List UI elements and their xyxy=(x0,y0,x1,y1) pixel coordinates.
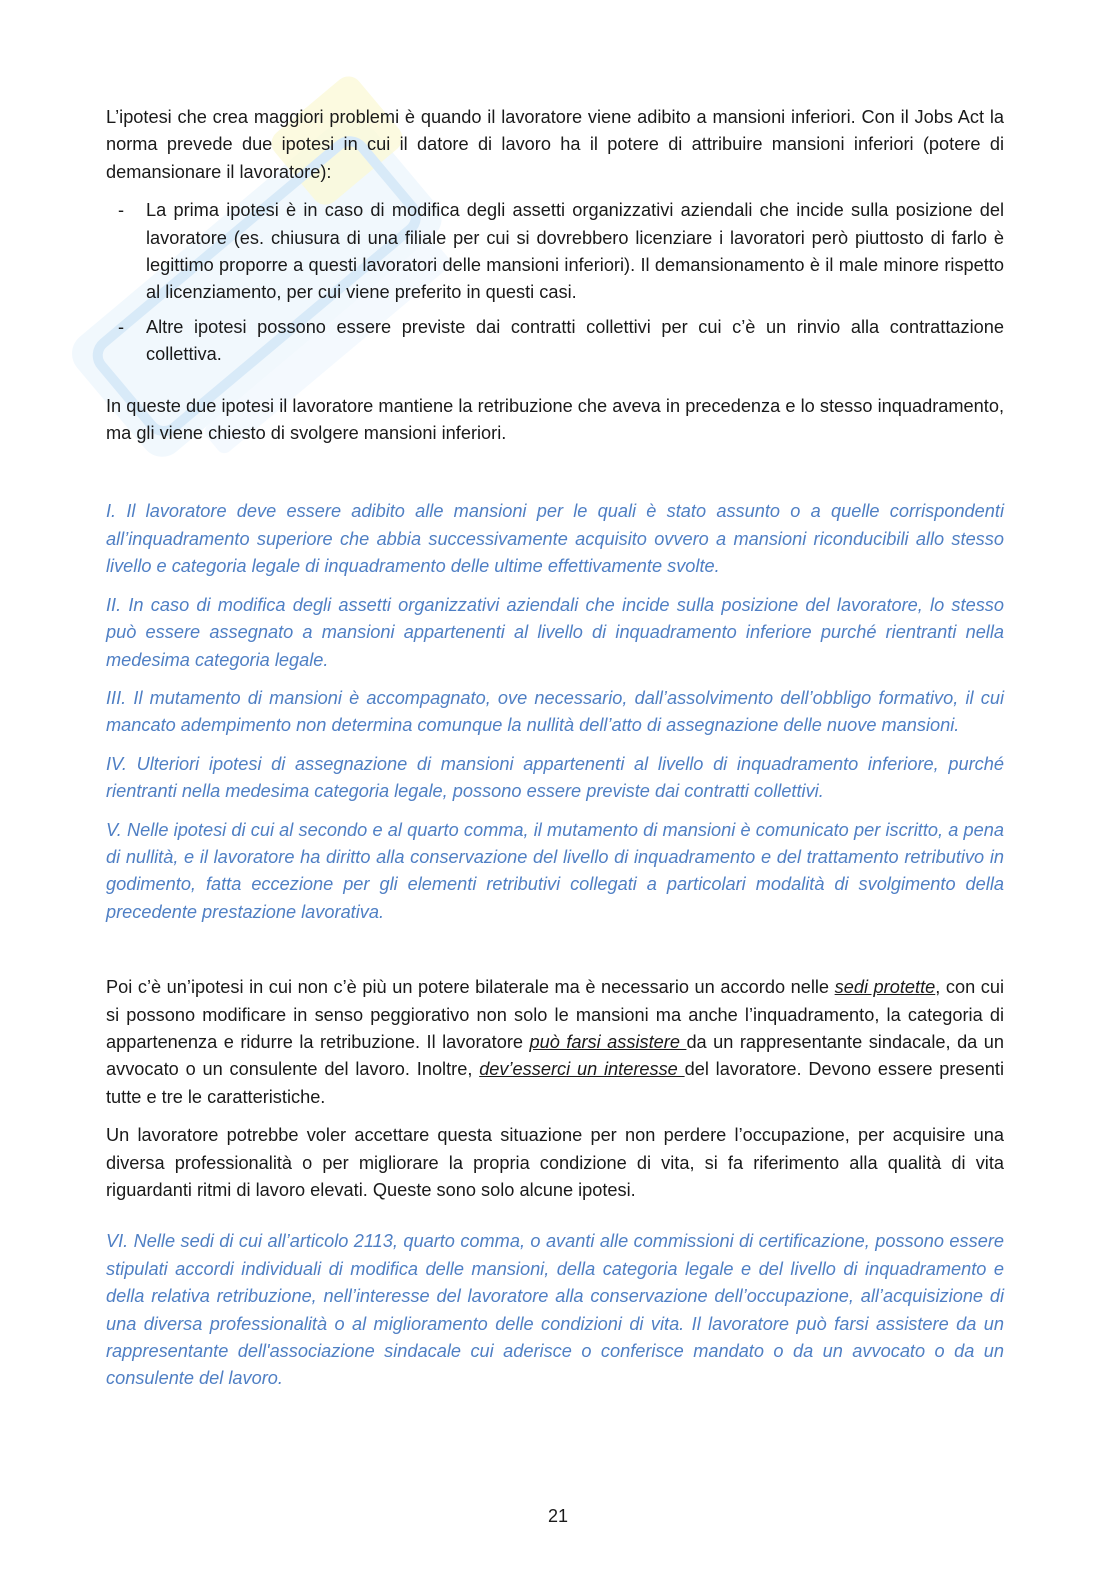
agreement-text: da un rappresentante sindacale, da un avvocato o un consulente del lavoro. Inoltre, xyxy=(106,1031,1005,1080)
law-paragraph-ii: II. In caso di modifica degli assetti organizzativi aziendali che incide sulla posizione del lavoratore, lo stesso può essere assegnato a mansioni appartenenti al livello di inquadramento inferiore purché rientranti nella medesima categoria legale. xyxy=(106,594,1004,670)
intro-bullet-text: La prima ipotesi è in caso di modifica degli assetti organizzativi aziendali che incide sulla posizione del lavoratore (es. chiusura di una filiale per cui si dovrebbero licenziare i lavoratori però piuttosto di farlo è legittimo proporre a questi lavoratori delle mansioni inferiori). Il demansionamento è il male minore rispetto al licenziamento, per cui viene preferito in questi casi. xyxy=(146,200,1004,303)
intro-closing-paragraph: In queste due ipotesi il lavoratore mantiene la retribuzione che aveva in precedenza e lo stesso inquadramento, ma gli viene chiesto di svolgere mansioni inferiori. xyxy=(106,395,1004,444)
bullet-dash: - xyxy=(118,316,125,337)
intro-bullet-item xyxy=(106,197,1004,307)
page-content xyxy=(106,104,1004,1393)
intro-paragraph: L’ipotesi che crea maggiori problemi è quando il lavoratore viene adibito a mansioni inferiori. Con il Jobs Act la norma prevede due ipotesi in cui il datore di lavoro ha il potere di attribuire mansioni inferiori (potere di demansionare il lavoratore): xyxy=(106,107,1004,182)
law-paragraph-i: I. Il lavoratore deve essere adibito alle mansioni per le quali è stato assunto o a quelle corrispondenti all’inquadramento superiore che abbia successivamente acquisito ovvero a mansioni riconducibili allo stesso livello e categoria legale di inquadramento delle ultime effettivamente svolte. xyxy=(106,501,1004,577)
worker-reasons-paragraph: Un lavoratore potrebbe voler accettare questa situazione per non perdere l’occupazione, per acquisire una diversa professionalità o per migliorare la propria condizione di vita, si fa riferimento alla qualità di vita riguardanti ritmi di lavoro elevati. Queste sono solo alcune ipotesi. xyxy=(106,1125,1004,1200)
sedi-protette-emphasis: sedi protette xyxy=(834,977,936,998)
intro-bullet-item xyxy=(106,314,1004,369)
law-paragraph-vi: VI. Nelle sedi di cui all’articolo 2113, quarto comma, o avanti alle commissioni di certificazione, possono essere stipulati accordi individuali di modifica delle mansioni, della categoria legale e del livello di inquadramento e della relativa retribuzione, nell’interesse del lavoratore alla conservazione dell’occupazione, all’acquisizione di una diversa professionalità o al miglioramento delle condizioni di vita. Il lavoratore può farsi assistere da un rappresentante dell'associazione sindacale cui aderisce o conferisce mandato o da un avvocato o da un consulente del lavoro. xyxy=(106,1231,1004,1389)
agreement-text: del lavoratore. Devono essere presenti tutte e tre le caratteristiche. xyxy=(106,1059,1004,1107)
agreement-text: , con cui si possono modificare in senso peggiorativo non solo le mansioni ma anche l’inquadramento, la categoria di appartenenza e ridurre la retribuzione. Il lavoratore xyxy=(106,977,1004,1052)
page-number: 21 xyxy=(547,1506,569,1526)
law-paragraph-v: V. Nelle ipotesi di cui al secondo e al quarto comma, il mutamento di mansioni è comunicato per iscritto, a pena di nullità, e il lavoratore ha diritto alla conservazione del livello di inquadramento e del trattamento retributivo in godimento, fatta eccezione per gli elementi retributivi collegati a particolari modalità di svolgimento della precedente prestazione lavorativa. xyxy=(106,819,1004,922)
farsi-assistere-emphasis: può farsi assistere xyxy=(529,1031,687,1052)
agreement-text: Poi c’è un’ipotesi in cui non c’è più un potere bilaterale ma è necessario un accordo nelle xyxy=(106,977,835,998)
law-paragraph-iii: III. Il mutamento di mansioni è accompagnato, ove necessario, dall’assolvimento dell’obbligo formativo, il cui mancato adempimento non determina comunque la nullità dell’atto di assegnazione delle nuove mansioni. xyxy=(106,687,1004,736)
bullet-dash: - xyxy=(118,200,125,221)
law-paragraph-iv: IV. Ulteriori ipotesi di assegnazione di mansioni appartenenti al livello di inquadramento inferiore, purché rientranti nella medesima categoria legale, possono essere previste dai contratti collettivi. xyxy=(106,753,1004,802)
agreement-paragraph xyxy=(106,974,1004,1111)
interesse-emphasis: dev’esserci un interesse xyxy=(479,1059,685,1080)
intro-bullet-text: Altre ipotesi possono essere previste dai contratti collettivi per cui c’è un rinvio alla contrattazione collettiva. xyxy=(146,316,1004,365)
intro-bullet-list xyxy=(106,197,1004,368)
